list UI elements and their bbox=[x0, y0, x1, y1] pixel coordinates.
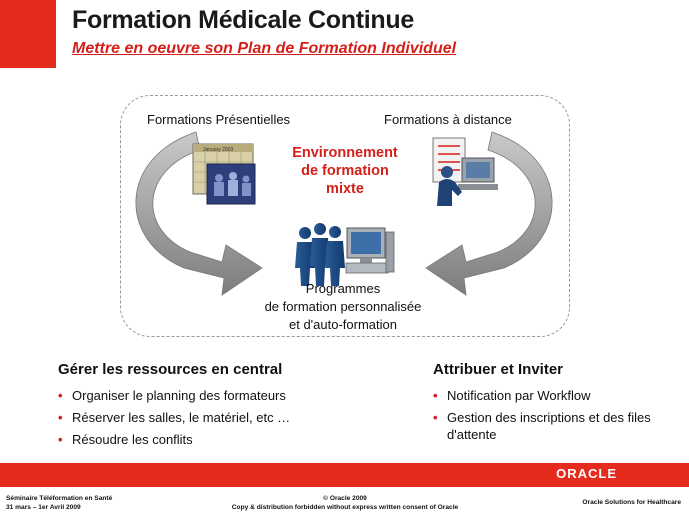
footer-copyright-line: © Oracle 2009 bbox=[323, 495, 367, 502]
label-distance-training: Formations à distance bbox=[384, 112, 512, 127]
left-column-title: Gérer les ressources en central bbox=[58, 361, 283, 378]
list-item: • Organiser le planning des formateurs bbox=[58, 388, 286, 403]
programs-line: Programmes bbox=[305, 281, 381, 296]
footer-event-info bbox=[6, 494, 112, 512]
oracle-logo: ORACLE bbox=[556, 466, 617, 481]
blended-learning-environment-text bbox=[272, 144, 418, 198]
left-bullet-list bbox=[58, 387, 378, 453]
personalized-programs-text bbox=[238, 280, 448, 334]
center-line: Environnement bbox=[292, 145, 398, 161]
center-line: mixte bbox=[326, 181, 364, 197]
label-face-to-face-training: Formations Présentielles bbox=[147, 112, 291, 127]
calendar-caption: January 2003 bbox=[203, 147, 234, 153]
footer-solutions: Oracle Solutions for Healthcare bbox=[582, 499, 681, 506]
right-column-title: Attribuer et Inviter bbox=[433, 361, 564, 378]
list-item: • Gestion des inscriptions et des files d'attente bbox=[433, 410, 651, 442]
list-item: • Réserver les salles, le matériel, etc … bbox=[58, 410, 291, 425]
page-subtitle: Mettre en oeuvre son Plan de Formation Individuel bbox=[72, 40, 457, 57]
footer-copyright bbox=[220, 494, 470, 512]
list-item: • Notification par Workflow bbox=[433, 388, 591, 403]
programs-line: de formation personnalisée bbox=[264, 299, 422, 314]
right-bullet-list bbox=[433, 387, 669, 448]
list-item: • Résoudre les conflits bbox=[58, 432, 193, 447]
page-title: Formation Médicale Continue bbox=[72, 6, 414, 34]
footer-event-dates: 31 mars – 1er Avril 2009 bbox=[6, 504, 81, 511]
center-line: de formation bbox=[301, 163, 389, 179]
footer-copyright-notice: Copy & distribution forbidden without express written consent of Oracle bbox=[231, 504, 459, 511]
group-with-computer-icon bbox=[295, 223, 394, 286]
footer-event-name: Séminaire Téléformation en Santé bbox=[6, 495, 113, 502]
calendar-classroom-icon bbox=[193, 144, 255, 204]
programs-line: et d'auto-formation bbox=[289, 317, 397, 332]
